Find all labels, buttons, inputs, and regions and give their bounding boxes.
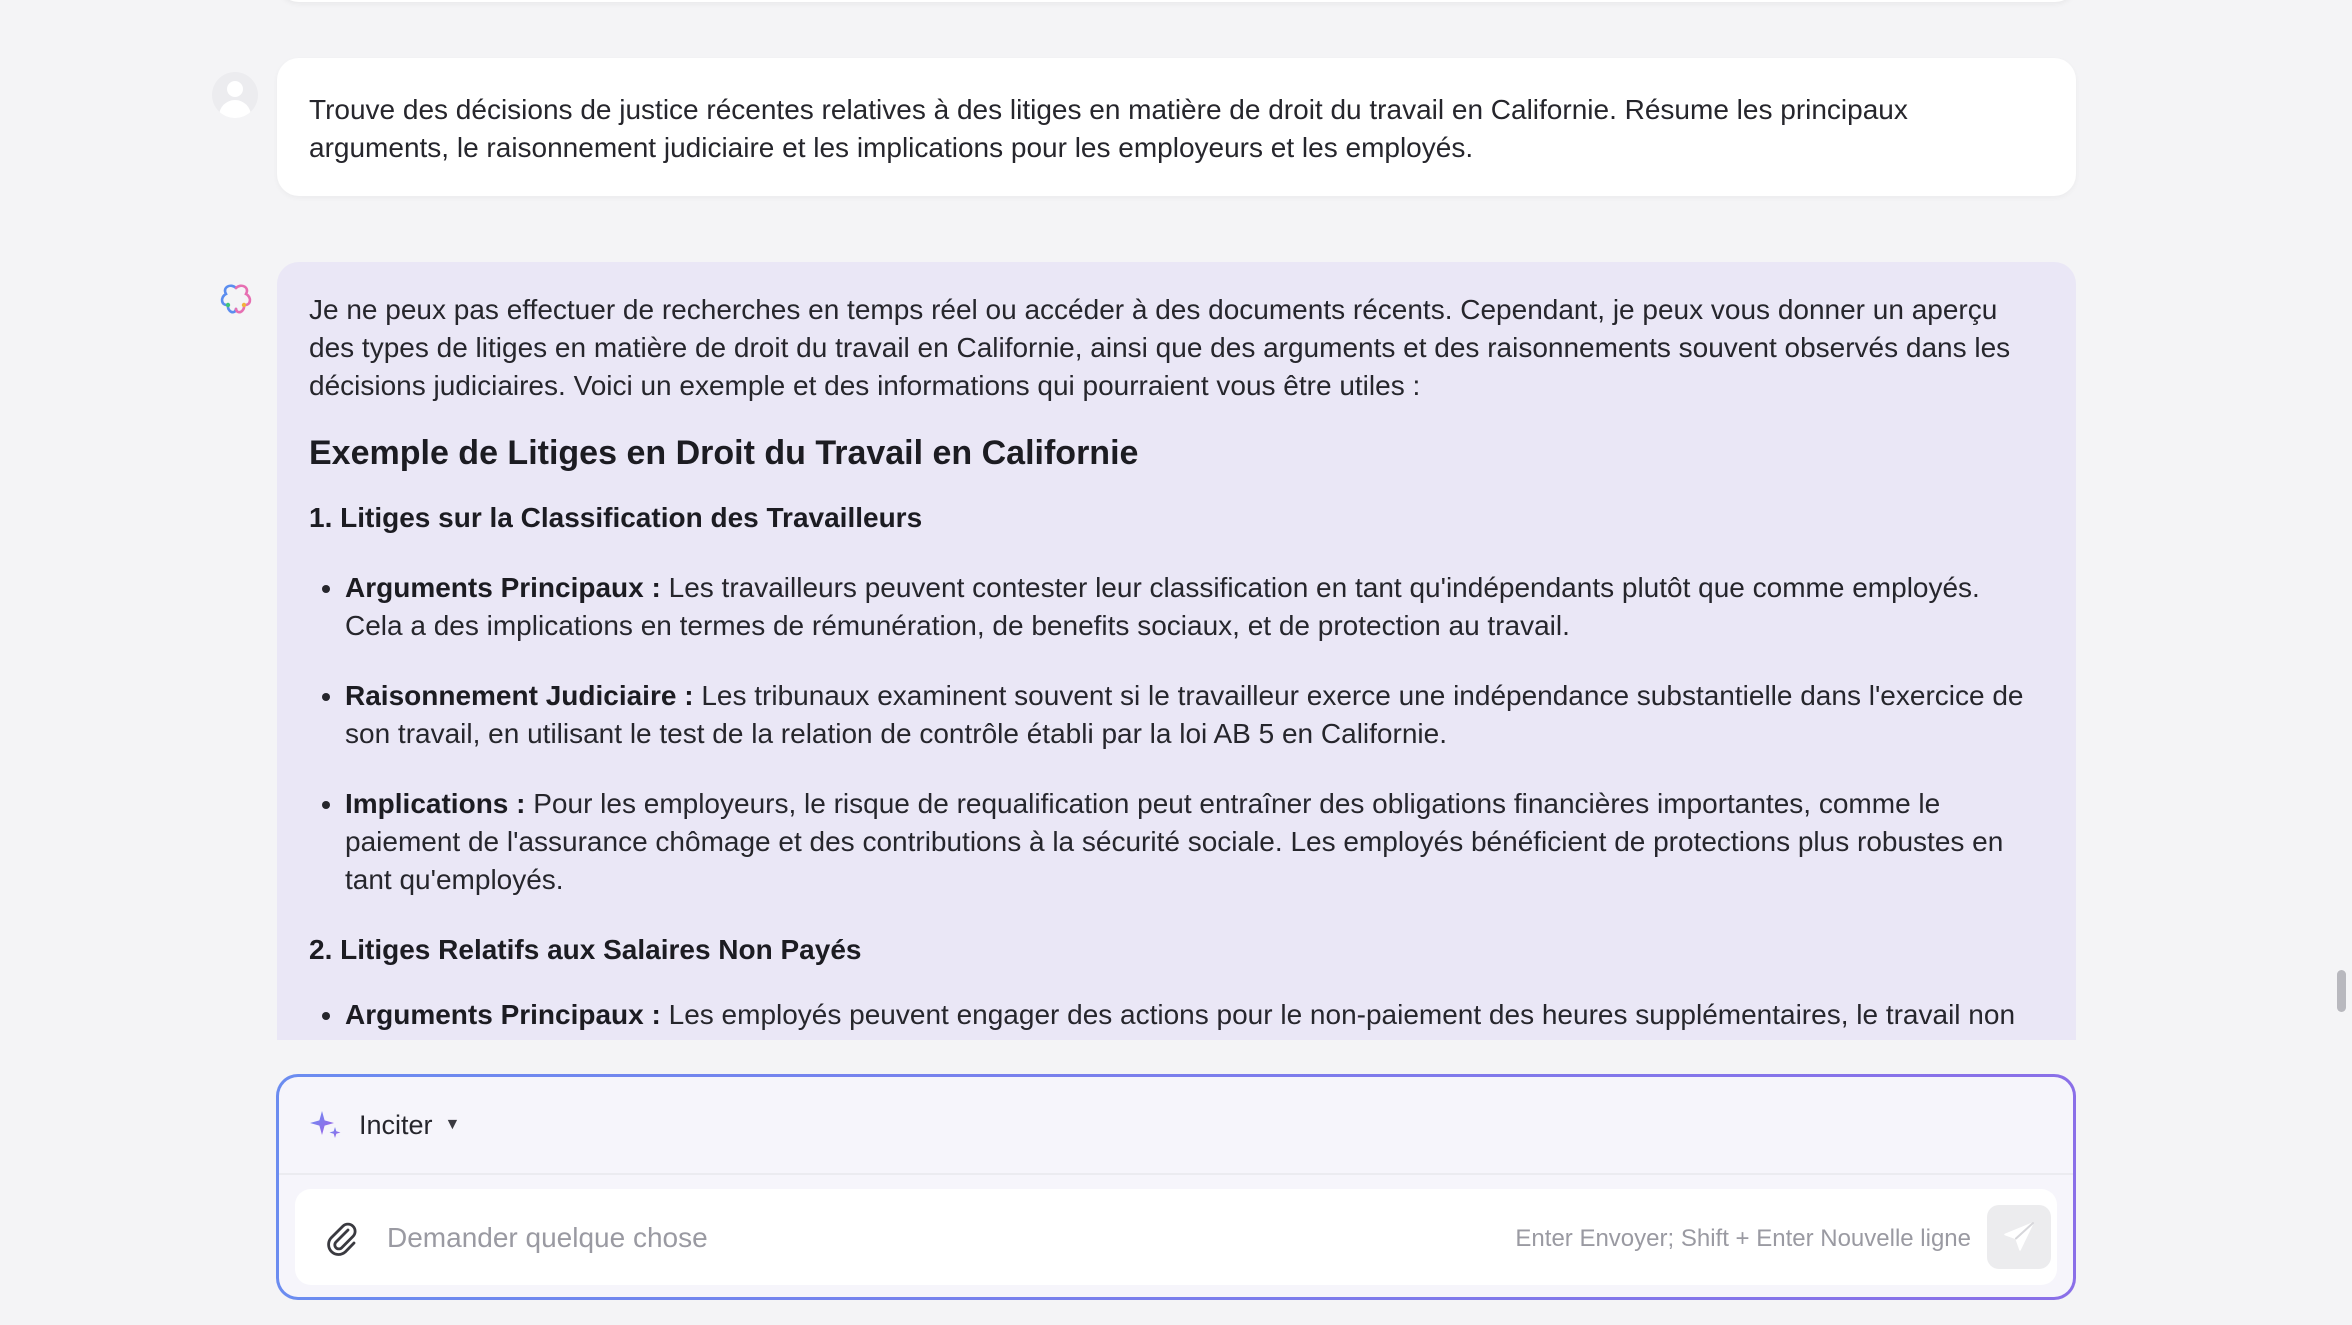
sparkle-icon [309, 1108, 343, 1142]
prompt-mode-dropdown[interactable] [309, 1107, 460, 1143]
send-button[interactable] [1987, 1205, 2051, 1269]
section-bullets [309, 569, 2044, 899]
bullet-label: Implications : [345, 788, 526, 819]
keyboard-hint: Enter Envoyer; Shift + Enter Nouvelle ligne [1515, 1225, 1971, 1252]
user-message-text: Trouve des décisions de justice récentes relatives à des litiges en matière de droit du travail en Californie. Résume les principaux arguments, le raisonnement judiciaire et les implications pour les employeurs et les employés. [309, 94, 1908, 163]
section-title: 2. Litiges Relatifs aux Salaires Non Payés [309, 934, 862, 965]
paperclip-icon[interactable] [321, 1217, 361, 1257]
list-item [345, 785, 2044, 899]
user-avatar-icon [212, 72, 258, 118]
prompt-mode-label: Inciter [359, 1109, 433, 1140]
bullet-label: Raisonnement Judiciaire : [345, 680, 694, 711]
bullet-text: Pour les employeurs, le risque de requalification peut entraîner des obligations financières importantes, comme le paiement de l'assurance chômage et des contributions à la sécurité sociale. Les employés bénéficient de protections plus robustes en tant qu'employés. [345, 788, 2004, 895]
previous-message-card [277, 0, 2077, 2]
send-icon [2002, 1220, 2036, 1254]
bullet-text: Les employés peuvent engager des actions pour le non-paiement des heures supplémentaires, le travail non [660, 999, 2016, 1030]
message-input[interactable] [385, 1209, 1389, 1267]
section-title: 1. Litiges sur la Classification des Travailleurs [309, 502, 923, 533]
list-item [345, 569, 2044, 645]
assistant-message-bubble [277, 262, 2076, 1040]
bullet-label: Arguments Principaux : [345, 572, 661, 603]
list-item [345, 996, 2044, 1034]
bullet-text: Les travailleurs peuvent contester leur classification en tant qu'indépendants plutôt que comme employés. Cela a des implications en termes de rémunération, de benefits sociaux, et de protection au travail. [345, 572, 1980, 641]
assistant-heading: Exemple de Litiges en Droit du Travail en Californie [309, 434, 1139, 472]
caret-down-icon: ▼ [444, 1116, 461, 1133]
section-bullets [309, 996, 2044, 1034]
input-row [295, 1189, 2057, 1285]
message-composer [276, 1074, 2076, 1300]
assistant-intro-text: Je ne peux pas effectuer de recherches en temps réel ou accéder à des documents récents. Cependant, je peux vous donner un aperçu des types de litiges en matière de droit du travail en Californie, ainsi que des arguments et des raisonnements souvent observés dans les décisions judiciaires. Voici un exemple et des informations qui pourraient vous être utiles : [309, 294, 2011, 401]
assistant-logo-icon [219, 283, 253, 317]
bullet-text: Les tribunaux examinent souvent si le travailleur exerce une indépendance substantielle dans l'exercice de son travail, en utilisant le test de la relation de contrôle établi par la loi AB 5 en Californie. [345, 680, 2024, 749]
user-message-bubble [277, 58, 2076, 196]
bullet-label: Arguments Principaux : [345, 999, 661, 1030]
list-item [345, 677, 2044, 753]
scrollbar-thumb[interactable] [2337, 970, 2346, 1012]
composer-toolbar [279, 1077, 2073, 1175]
